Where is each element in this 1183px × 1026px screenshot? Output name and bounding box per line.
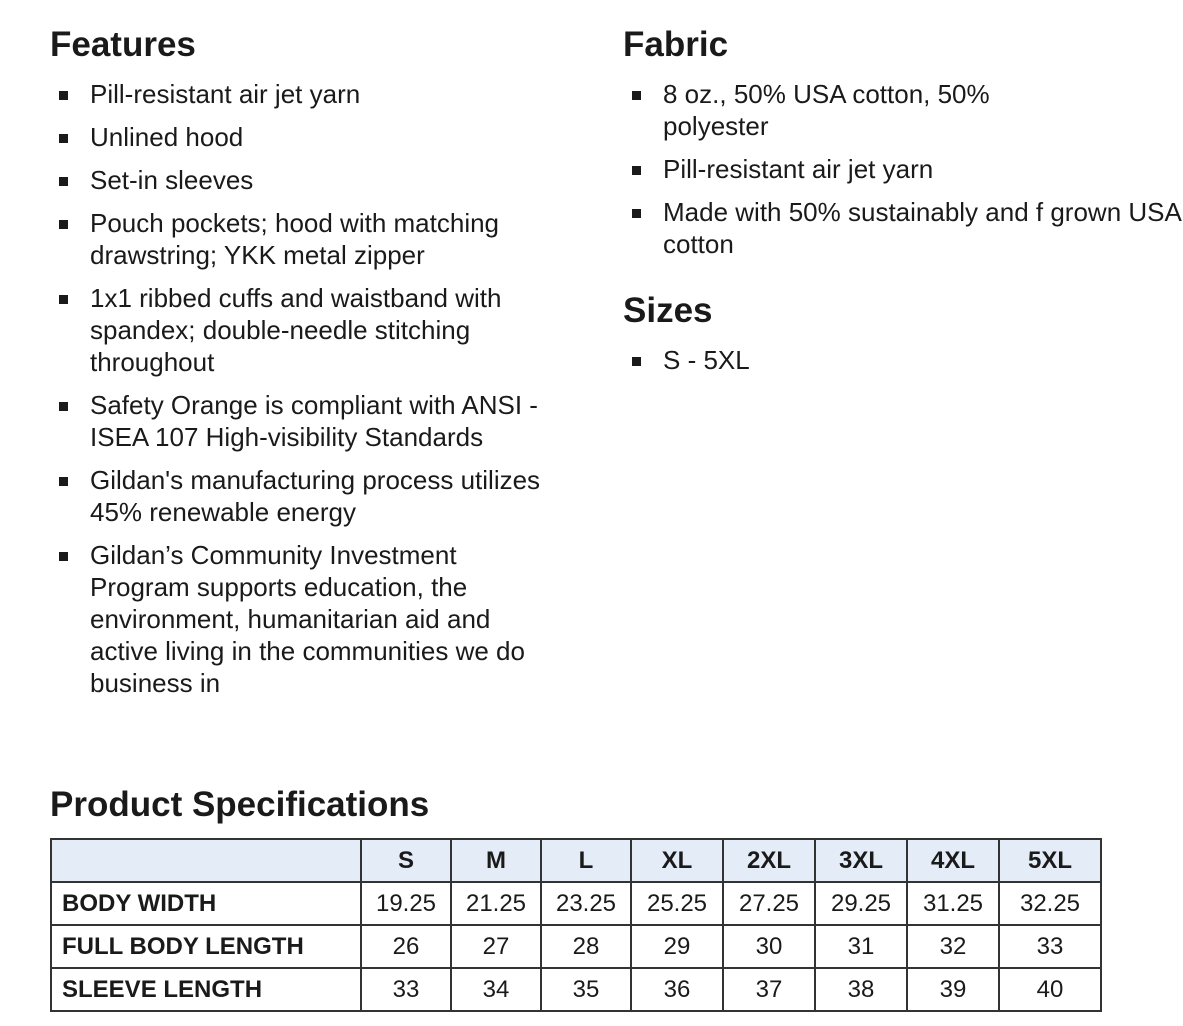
- list-item-text: Pill-resistant air jet yarn: [90, 79, 361, 109]
- header-cell: XL: [631, 839, 723, 882]
- sizes-list: [623, 344, 1080, 376]
- sizes-heading: Sizes: [623, 291, 713, 330]
- list-item-text: Pouch pockets; hood with matching drawstring; YKK metal zipper: [90, 208, 500, 270]
- product-specifications-section: [50, 784, 1080, 1012]
- list-item: [50, 282, 560, 378]
- list-item: [623, 344, 1080, 376]
- table-cell: 32: [907, 925, 999, 968]
- square-bullet-icon: [59, 91, 68, 100]
- table-cell: 32.25: [999, 882, 1101, 925]
- square-bullet-icon: [632, 357, 641, 366]
- square-bullet-icon: [632, 209, 641, 218]
- square-bullet-icon: [632, 91, 641, 100]
- list-item: [50, 389, 560, 453]
- list-item: [50, 121, 560, 153]
- list-item: [623, 153, 1183, 185]
- features-heading: Features: [50, 25, 196, 64]
- row-label: BODY WIDTH: [51, 882, 361, 925]
- table-cell: 33: [999, 925, 1101, 968]
- list-item-text: Made with 50% sustainably and f grown USA cotton: [663, 197, 1181, 259]
- list-item-text: Set-in sleeves: [90, 165, 254, 195]
- list-item: [623, 196, 1183, 260]
- list-item: [50, 164, 560, 196]
- table-cell: 27.25: [723, 882, 815, 925]
- table-cell: 39: [907, 968, 999, 1011]
- table-row: [51, 968, 1101, 1011]
- table-cell: 31: [815, 925, 907, 968]
- table-cell: 34: [451, 968, 541, 1011]
- features-section: [50, 24, 560, 710]
- features-list: [50, 78, 560, 699]
- specs-heading: Product Specifications: [50, 785, 430, 824]
- list-item: [50, 464, 560, 528]
- table-cell: 29.25: [815, 882, 907, 925]
- list-item: [50, 78, 560, 110]
- table-cell: 30: [723, 925, 815, 968]
- header-cell: S: [361, 839, 451, 882]
- list-item-text: S - 5XL: [663, 345, 750, 375]
- fabric-list: [623, 78, 1181, 260]
- table-cell: 36: [631, 968, 723, 1011]
- list-item-text: Gildan's manufacturing process utilizes 45% renewable energy: [90, 465, 541, 527]
- table-cell: 38: [815, 968, 907, 1011]
- table-cell: 33: [361, 968, 451, 1011]
- square-bullet-icon: [59, 134, 68, 143]
- list-item-text: 1x1 ribbed cuffs and waistband with spandex; double-needle stitching throughout: [90, 283, 502, 377]
- header-cell: M: [451, 839, 541, 882]
- table-cell: 35: [541, 968, 631, 1011]
- row-label: FULL BODY LENGTH: [51, 925, 361, 968]
- table-header-row: [51, 839, 1101, 882]
- row-label: SLEEVE LENGTH: [51, 968, 361, 1011]
- table-cell: 27: [451, 925, 541, 968]
- table-cell: 23.25: [541, 882, 631, 925]
- header-cell: 2XL: [723, 839, 815, 882]
- list-item-text: Gildan’s Community Investment Program supports education, the environment, humanitarian aid and active living in the communities we do business in: [90, 540, 525, 698]
- table-cell: 29: [631, 925, 723, 968]
- square-bullet-icon: [59, 295, 68, 304]
- table-cell: 31.25: [907, 882, 999, 925]
- header-cell: 5XL: [999, 839, 1101, 882]
- header-cell: 4XL: [907, 839, 999, 882]
- square-bullet-icon: [59, 402, 68, 411]
- header-cell-blank: [51, 839, 361, 882]
- list-item-text: Unlined hood: [90, 122, 244, 152]
- list-item: [50, 539, 560, 699]
- square-bullet-icon: [59, 177, 68, 186]
- square-bullet-icon: [632, 166, 641, 175]
- table-cell: 40: [999, 968, 1101, 1011]
- list-item: [50, 207, 560, 271]
- table-row: [51, 925, 1101, 968]
- table-cell: 21.25: [451, 882, 541, 925]
- table-cell: 37: [723, 968, 815, 1011]
- specs-table: [50, 838, 1102, 1012]
- table-row: [51, 882, 1101, 925]
- square-bullet-icon: [59, 220, 68, 229]
- header-cell: L: [541, 839, 631, 882]
- list-item-text: 8 oz., 50% USA cotton, 50% polyester: [663, 79, 990, 141]
- header-cell: 3XL: [815, 839, 907, 882]
- list-item-text: Safety Orange is compliant with ANSI - ISEA 107 High-visibility Standards: [90, 390, 538, 452]
- square-bullet-icon: [59, 552, 68, 561]
- table-cell: 28: [541, 925, 631, 968]
- table-cell: 19.25: [361, 882, 451, 925]
- fabric-heading: Fabric: [623, 25, 729, 64]
- square-bullet-icon: [59, 477, 68, 486]
- fabric-sizes-section: [623, 24, 1181, 387]
- sizes-section: [623, 290, 1080, 376]
- list-item-text: Pill-resistant air jet yarn: [663, 154, 934, 184]
- list-item: [623, 78, 1073, 142]
- table-cell: 25.25: [631, 882, 723, 925]
- table-cell: 26: [361, 925, 451, 968]
